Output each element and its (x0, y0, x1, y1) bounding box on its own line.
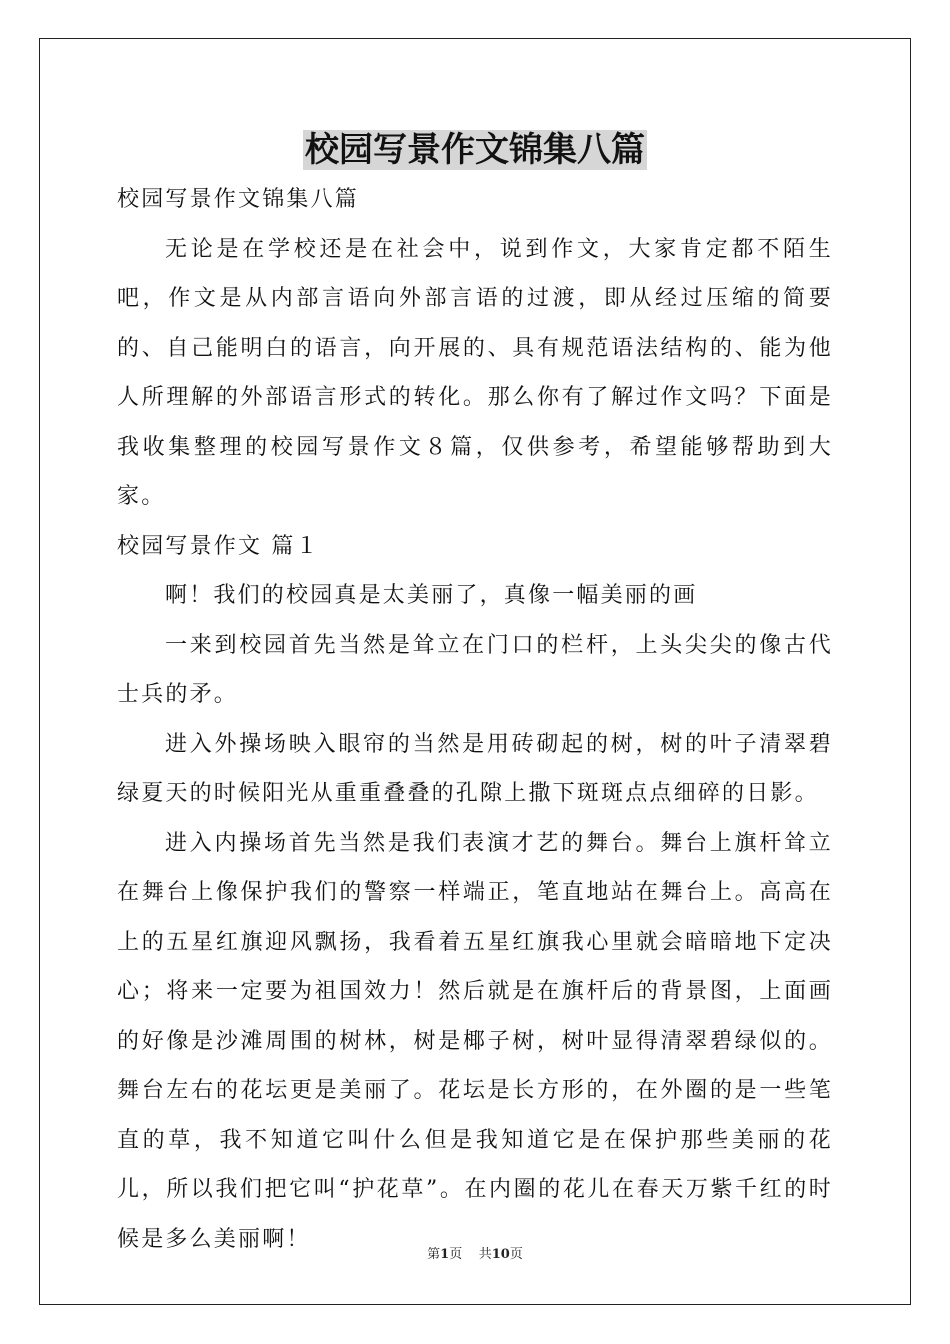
page-number: 1 (440, 1247, 450, 1262)
document-body (117, 175, 833, 1264)
page-footer (0, 1246, 950, 1264)
body-paragraph: 无论是在学校还是在社会中，说到作文，大家肯定都不陌生吧，作文是从内部言语向外部言语的过渡，即从经过压缩的简要的、自己能明白的语言，向开展的、具有规范语法结构的、能为他人所理解的外部语言形式的转化。那么你有了解过作文吗？下面是我收集整理的校园写景作文８篇，仅供参考，希望能够帮助到大家。 (117, 236, 833, 509)
total-pages: 10 (491, 1247, 510, 1262)
body-paragraph: 校园写景作文锦集八篇 (117, 187, 360, 212)
body-paragraph: 进入内操场首先当然是我们表演才艺的舞台。舞台上旗杆耸立在舞台上像保护我们的警察一样端正，笔直地站在舞台上。高高在上的五星红旗迎风飘扬，我看着五星红旗我心里就会暗暗地下定决心；将来一定要为祖国效力！然后就是在旗杆后的背景图，上面画的好像是沙滩周围的树林，树是椰子树，树叶显得清翠碧绿似的。舞台左右的花坛更是美丽了。花坛是长方形的，在外圈的是一些笔直的草，我不知道它叫什么但是我知道它是在保护那些美丽的花儿，所以我们把它叫“护花草”。在内圈的花儿在春天万紫千红的时候是多么美丽啊！ (117, 830, 833, 1252)
document-title-text: 校园写景作文锦集八篇 (305, 130, 645, 170)
section-heading: 校园写景作文 篇１ (117, 533, 320, 559)
body-paragraph: 一来到校园首先当然是耸立在门口的栏杆，上头尖尖的像古代士兵的矛。 (117, 632, 833, 707)
page-number-suffix: 页 (449, 1247, 463, 1262)
total-pages-suffix: 页 (509, 1247, 523, 1262)
body-paragraph: 进入外操场映入眼帘的当然是用砖砌起的树，树的叶子清翠碧绿夏天的时候阳光从重重叠叠的孔隙上撒下斑斑点点细碎的日影。 (117, 731, 833, 806)
page-number-prefix: 第 (427, 1247, 441, 1262)
total-pages-prefix: 共 (478, 1247, 492, 1262)
body-paragraph: 啊！我们的校园真是太美丽了，真像一幅美丽的画 (165, 583, 698, 608)
document-title (0, 128, 950, 172)
